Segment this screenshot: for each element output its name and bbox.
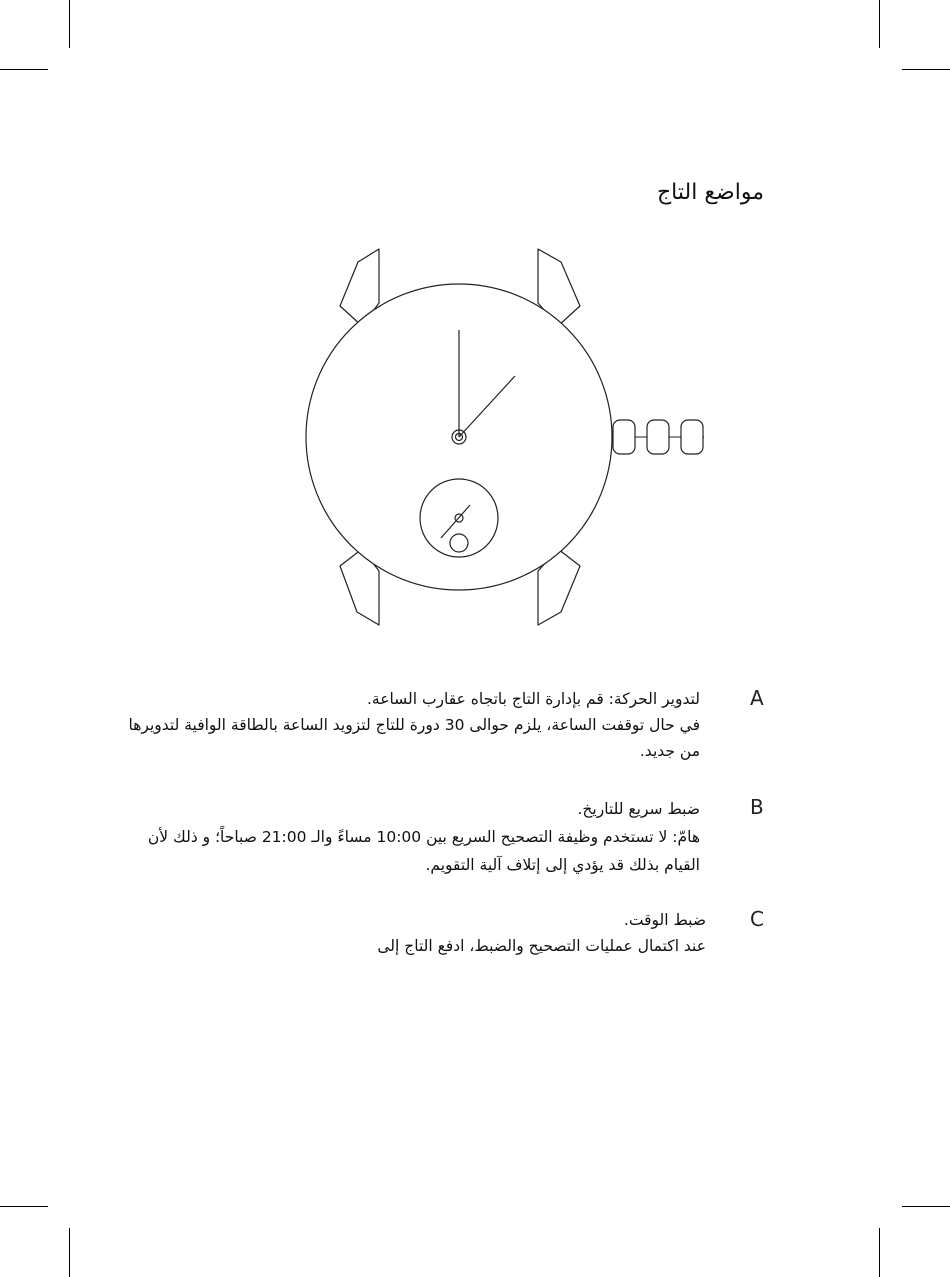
crop-mark — [902, 69, 950, 70]
crop-mark — [69, 0, 70, 48]
page-title: مواضع التاج — [656, 180, 764, 205]
crown-position-c — [681, 420, 703, 454]
section-b-line: ضبط سريع للتاريخ. — [577, 800, 700, 818]
section-a-line: لتدوير الحركة: قم بإدارة التاج باتجاه عقارب الساعة. — [366, 690, 700, 708]
section-letter-c: C — [750, 907, 764, 931]
crop-mark — [879, 1228, 880, 1277]
section-c-line: عند اكتمال عمليات التصحيح والضبط، ادفع التاج إلى — [377, 937, 706, 955]
section-a-text — [129, 686, 700, 764]
section-letter-a: A — [750, 686, 764, 710]
section-a-line: من جديد. — [639, 742, 700, 760]
section-a-line: في حال توقفت الساعة، يلزم حوالى 30 دورة للتاج لتزويد الساعة بالطاقة الوافية لتدويرها — [128, 716, 700, 734]
watch-diagram — [300, 240, 720, 640]
crop-mark — [0, 1206, 48, 1207]
section-c-text — [377, 907, 706, 959]
crown-position-a — [613, 420, 635, 454]
section-c-line: ضبط الوقت. — [623, 911, 706, 929]
crop-mark — [879, 0, 880, 48]
section-letter-b: B — [750, 795, 764, 819]
section-b-text — [148, 795, 700, 879]
crown-position-b — [647, 420, 669, 454]
section-b-line: هامّ: لا تستخدم وظيفة التصحيح السريع بين 10:00 مساءً والـ 21:00 صباحاً؛ و ذلك لأن — [147, 828, 700, 846]
crop-mark — [69, 1228, 70, 1277]
crop-mark — [0, 69, 48, 70]
crop-mark — [902, 1206, 950, 1207]
section-b-line: القيام بذلك قد يؤدي إلى إتلاف آلية التقويم. — [425, 856, 700, 874]
